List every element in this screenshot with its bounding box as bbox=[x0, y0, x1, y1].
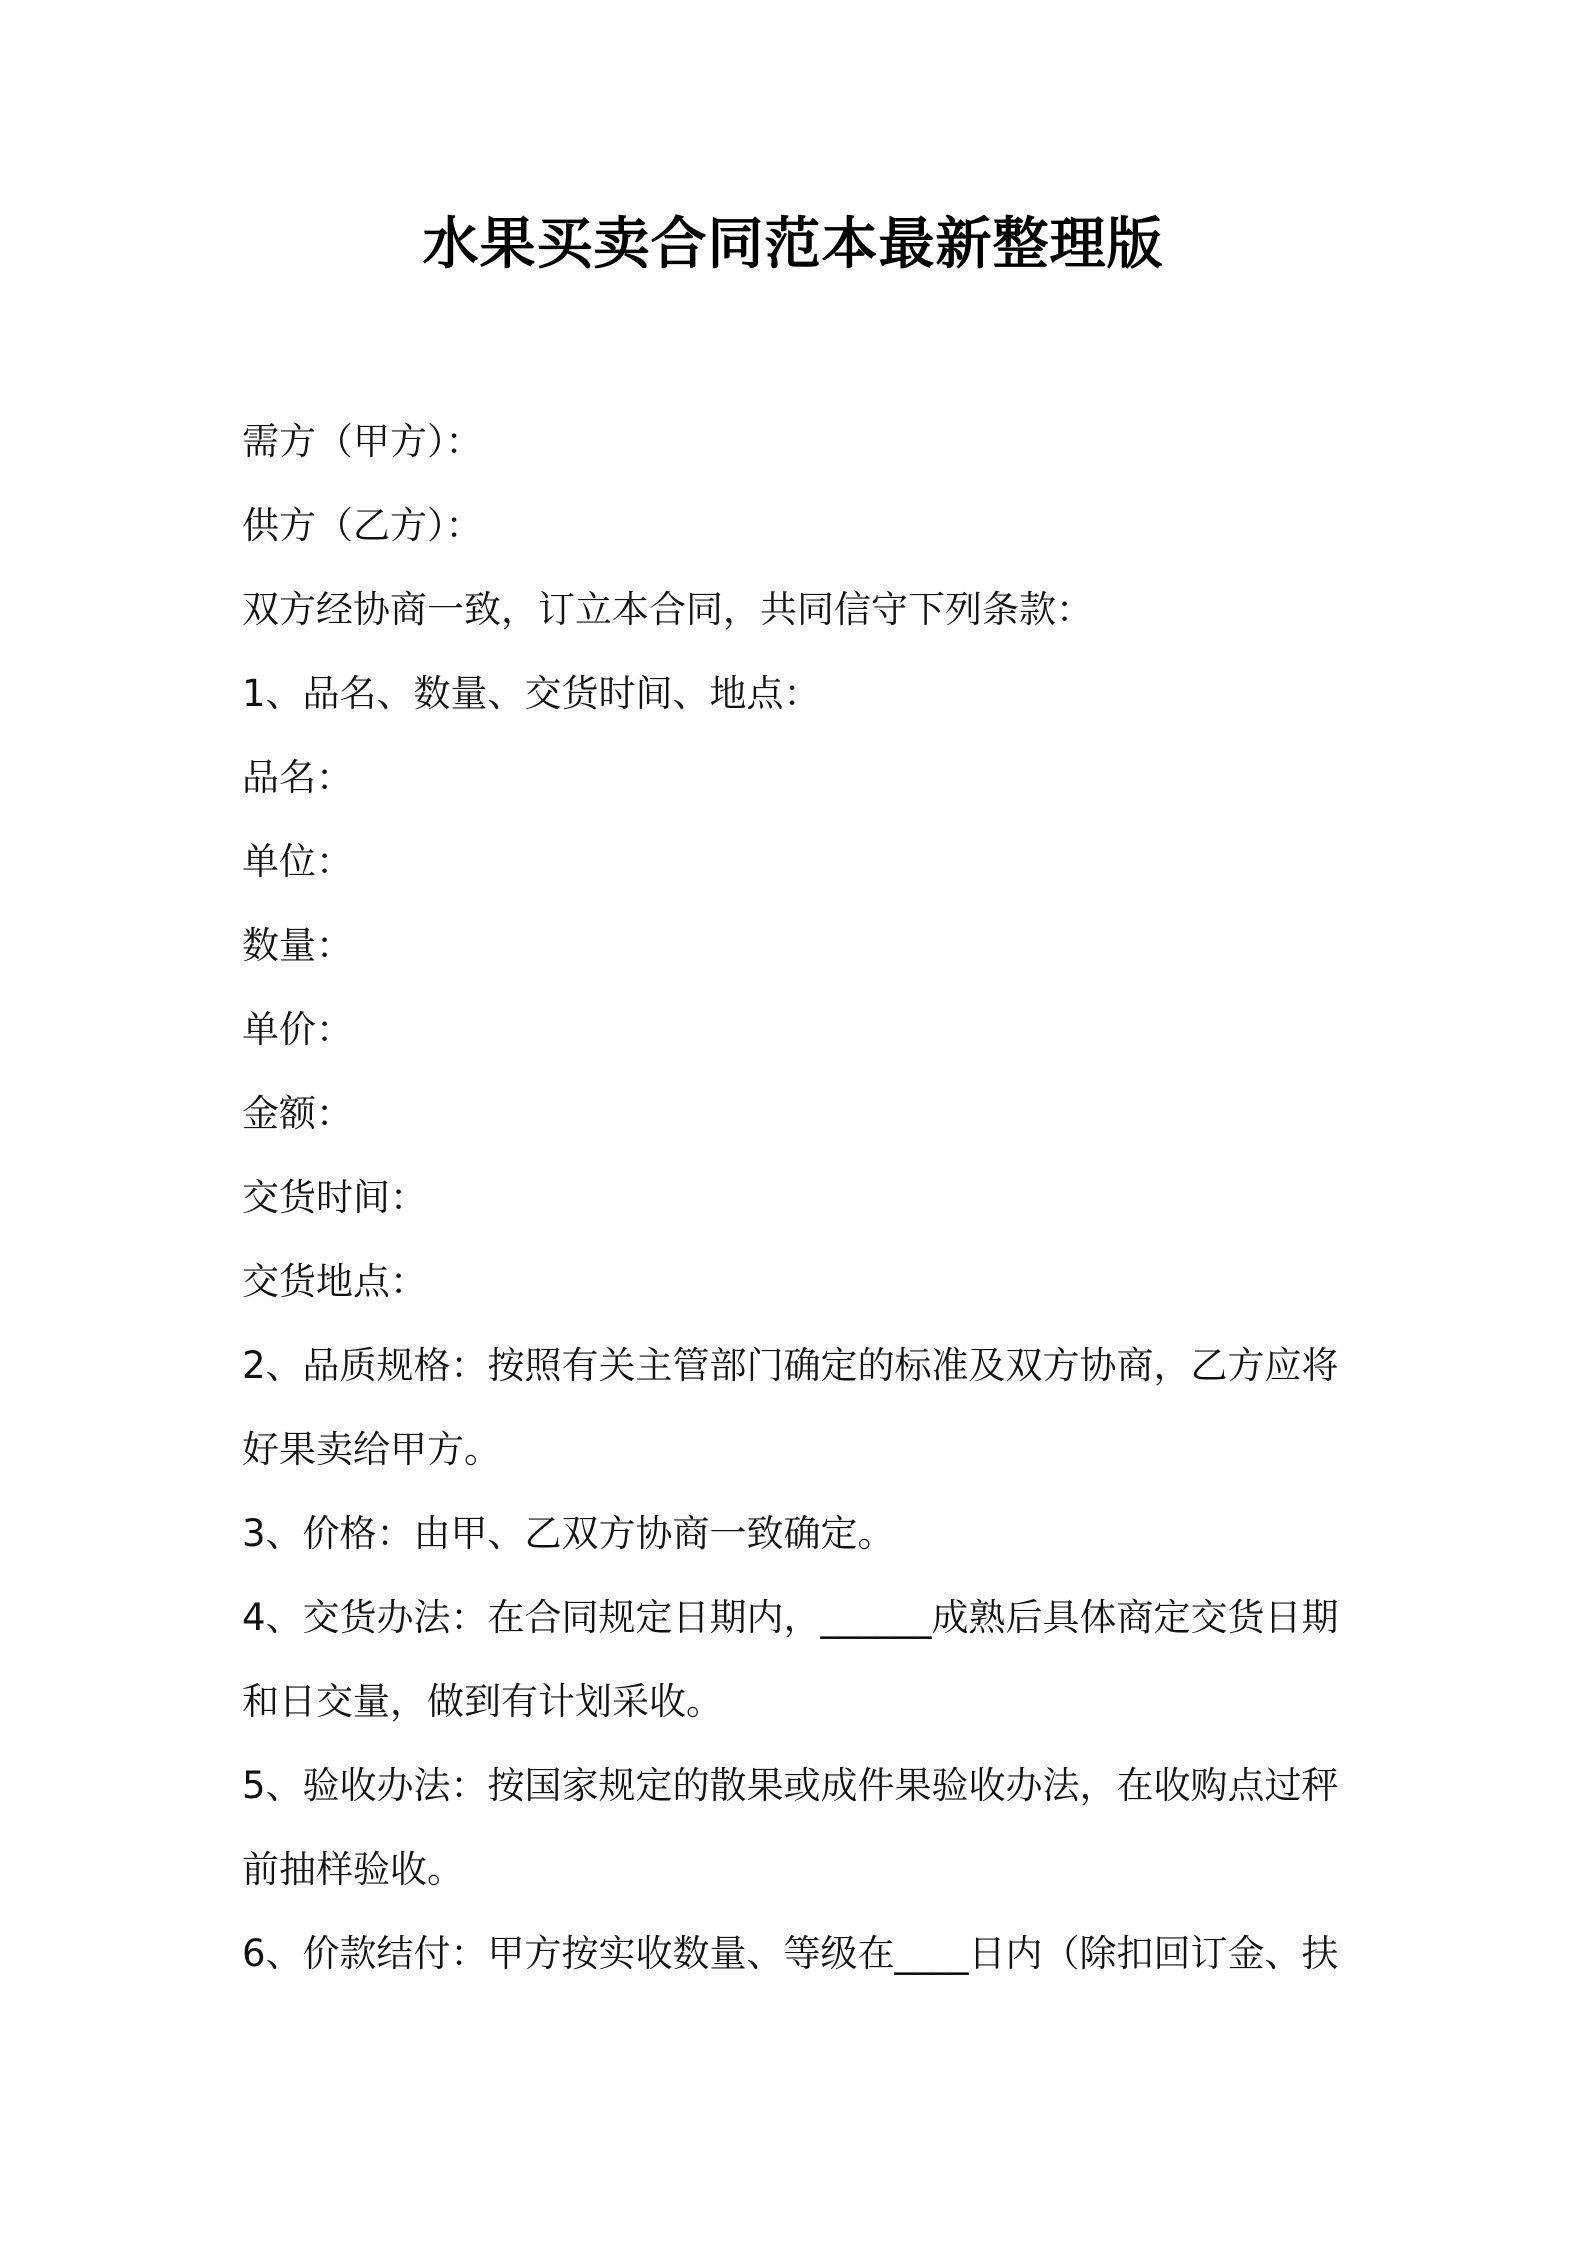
clause-4-line-1: 4、交货办法：在合同规定日期内，______成熟后具体商定交货日期 bbox=[242, 1596, 1339, 1639]
clause-5-line-2: 前抽样验收。 bbox=[242, 1848, 464, 1891]
party-a-line: 需方（甲方）： bbox=[242, 420, 483, 463]
field-delivery-time: 交货时间： bbox=[242, 1176, 427, 1219]
field-unit-price: 单价： bbox=[242, 1008, 353, 1051]
field-unit: 单位： bbox=[242, 840, 353, 883]
clause-3: 3、价格：由甲、乙双方协商一致确定。 bbox=[242, 1512, 895, 1555]
field-amount: 金额： bbox=[242, 1092, 353, 1135]
field-quantity: 数量： bbox=[242, 924, 353, 967]
party-b-line: 供方（乙方）： bbox=[242, 504, 483, 547]
document-title: 水果买卖合同范本最新整理版 bbox=[422, 212, 1164, 277]
clause-6-line-1: 6、价款结付：甲方按实收数量、等级在____日内（除扣回订金、扶 bbox=[242, 1932, 1339, 1975]
contract-body bbox=[242, 400, 1358, 1996]
clause-4-line-2: 和日交量，做到有计划采收。 bbox=[242, 1680, 723, 1723]
field-delivery-place: 交货地点： bbox=[242, 1260, 427, 1303]
clause-2-line-1: 2、品质规格：按照有关主管部门确定的标准及双方协商，乙方应将 bbox=[242, 1344, 1339, 1387]
agreement-intro: 双方经协商一致，订立本合同，共同信守下列条款： bbox=[242, 588, 1093, 631]
clause-5-line-1: 5、验收办法：按国家规定的散果或成件果验收办法，在收购点过秤 bbox=[242, 1764, 1339, 1807]
field-product-name: 品名： bbox=[242, 756, 353, 799]
clause-1-heading: 1、品名、数量、交货时间、地点： bbox=[242, 672, 821, 715]
clause-2-line-2: 好果卖给甲方。 bbox=[242, 1428, 501, 1471]
